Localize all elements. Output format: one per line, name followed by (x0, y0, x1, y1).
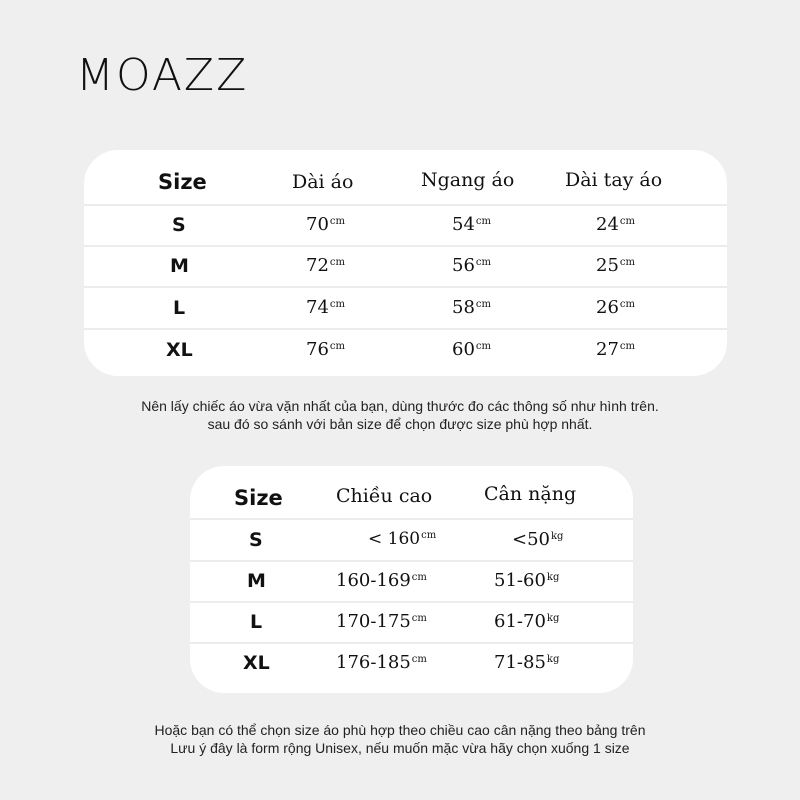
size-label: S (249, 529, 263, 551)
unit: cm (619, 299, 635, 310)
unit: cm (411, 613, 427, 624)
weight-value: 61-70 (494, 611, 546, 632)
brand-logo: MOAZZ (76, 50, 249, 101)
sleeve-value: 27 (596, 339, 619, 360)
unit: cm (411, 572, 427, 583)
unit: cm (421, 530, 437, 541)
height-weight-size-table (190, 466, 633, 693)
unit: cm (619, 341, 635, 352)
size-label: XL (243, 652, 270, 674)
unit: cm (475, 341, 491, 352)
unit: cm (475, 216, 491, 227)
row-divider (84, 245, 727, 247)
header-sleeve: Dài tay áo (565, 169, 663, 191)
unit: cm (329, 216, 345, 227)
length-value: 72 (306, 255, 329, 276)
unit: cm (329, 341, 345, 352)
size-label: M (170, 255, 189, 277)
size-label: S (172, 214, 186, 236)
weight-value: <50 (512, 529, 550, 550)
width-value: 56 (452, 255, 475, 276)
row-divider (84, 328, 727, 330)
width-value: 54 (452, 214, 475, 235)
length-value: 70 (306, 214, 329, 235)
header-size: Size (234, 486, 283, 510)
row-divider (190, 642, 633, 644)
width-value: 58 (452, 297, 475, 318)
weight-value: 71-85 (494, 652, 546, 673)
sleeve-value: 24 (596, 214, 619, 235)
instruction-line: Hoặc bạn có thể chọn size áo phù hợp theo chiều cao cân nặng theo bảng trên (154, 722, 646, 738)
length-value: 76 (306, 339, 329, 360)
length-value: 74 (306, 297, 329, 318)
fit-instructions (0, 721, 800, 757)
header-width: Ngang áo (421, 169, 515, 191)
instruction-line: Nên lấy chiếc áo vừa vặn nhất của bạn, dùng thước đo các thông số như hình trên. (141, 398, 659, 414)
row-divider (190, 560, 633, 562)
unit: cm (329, 299, 345, 310)
height-value: 176-185 (336, 652, 411, 673)
size-label: M (247, 570, 266, 592)
header-length: Dài áo (292, 171, 354, 193)
unit: kg (551, 531, 564, 542)
unit: cm (619, 216, 635, 227)
sleeve-value: 25 (596, 255, 619, 276)
instruction-line: Lưu ý đây là form rộng Unisex, nếu muốn mặc vừa hãy chọn xuống 1 size (170, 740, 630, 756)
instruction-line: sau đó so sánh với bản size để chọn được size phù hợp nhất. (207, 416, 593, 432)
header-size: Size (158, 170, 207, 194)
width-value: 60 (452, 339, 475, 360)
height-value: 160-169 (336, 570, 411, 591)
unit: cm (475, 257, 491, 268)
unit: cm (475, 299, 491, 310)
measure-instructions (0, 397, 800, 433)
measurement-size-table (84, 150, 727, 376)
row-divider (84, 286, 727, 288)
size-label: L (250, 611, 263, 633)
row-divider (190, 518, 633, 520)
row-divider (84, 204, 727, 206)
unit: cm (411, 654, 427, 665)
sleeve-value: 26 (596, 297, 619, 318)
size-label: L (173, 297, 186, 319)
header-height: Chiều cao (336, 485, 433, 507)
unit: kg (546, 613, 560, 624)
unit: kg (546, 654, 560, 665)
size-label: XL (166, 339, 193, 361)
height-value: 170-175 (336, 611, 411, 632)
row-divider (190, 601, 633, 603)
unit: cm (619, 257, 635, 268)
weight-value: 51-60 (494, 570, 546, 591)
unit: kg (546, 572, 560, 583)
header-weight: Cân nặng (484, 483, 577, 505)
height-value: < 160 (368, 529, 421, 549)
unit: cm (329, 257, 345, 268)
